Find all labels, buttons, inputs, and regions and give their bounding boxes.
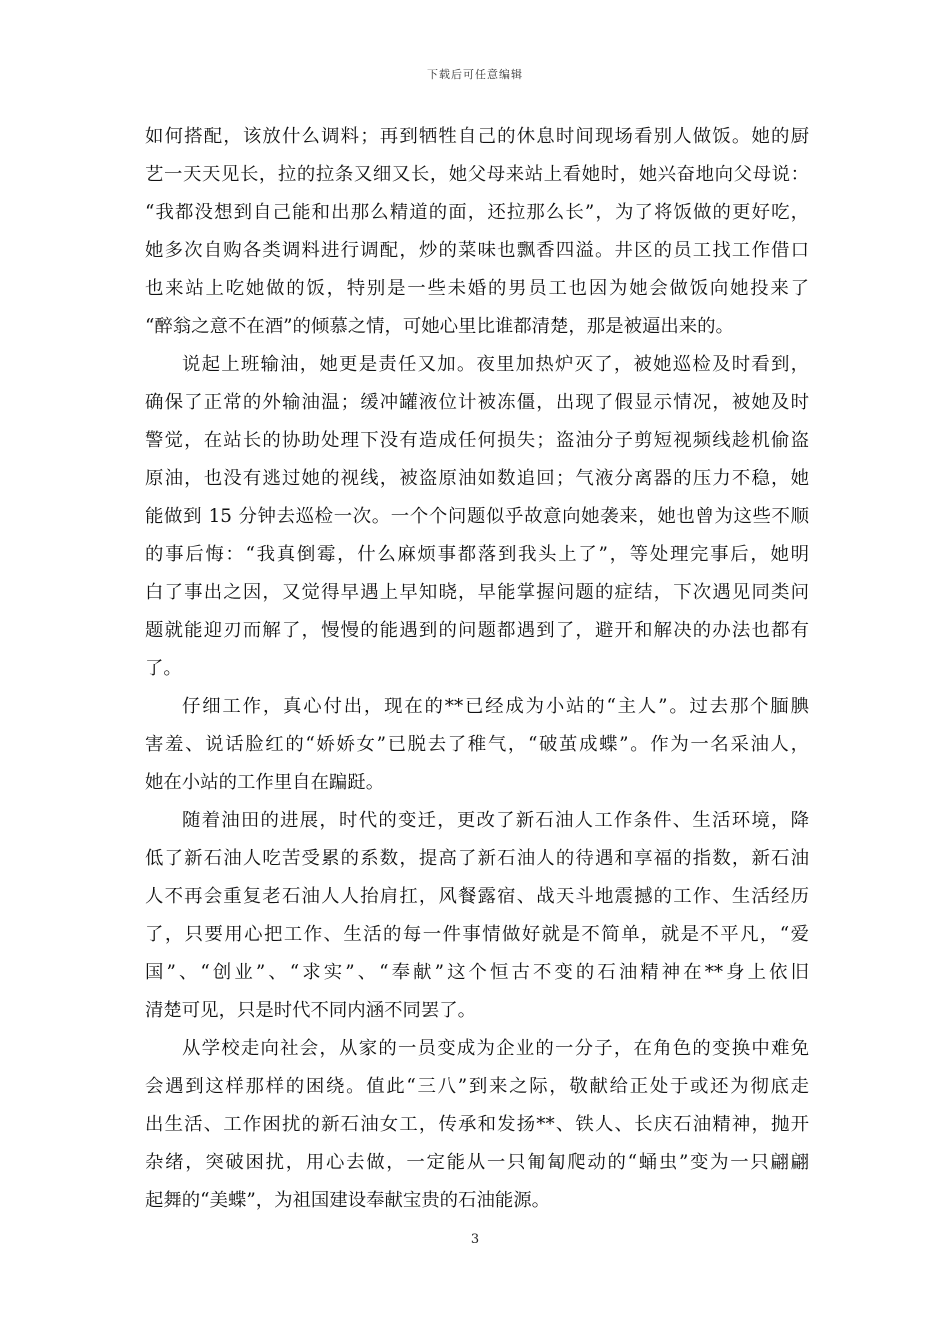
text-line: 害羞、说话脸红的“娇娇女”已脱去了稚气，“破茧成蝶”。作为一名采油人， <box>145 734 809 755</box>
document-body <box>145 118 809 1220</box>
text-line: “我都没想到自己能和出那么精道的面，还拉那么长”，为了将饭做的更好吃， <box>145 202 809 223</box>
text-line: 她在小站的工作里自在蹁跹。 <box>145 772 385 793</box>
text-line: 随着油田的进展，时代的变迁，更改了新石油人工作条件、生活环境，降 <box>182 810 809 831</box>
text-line: 她多次自购各类调料进行调配，炒的菜味也飘香四溢。井区的员工找工作借口 <box>145 240 809 261</box>
paragraph <box>145 118 809 346</box>
text-line: 如何搭配，该放什么调料；再到牺牲自己的休息时间现场看别人做饭。她的厨 <box>145 126 809 147</box>
paragraph <box>145 688 809 802</box>
text-line: 原油，也没有逃过她的视线，被盗原油如数追回；气液分离器的压力不稳，她 <box>145 468 809 489</box>
text-line: 会遇到这样那样的困绕。值此“三八”到来之际，敬献给正处于或还为彻底走 <box>145 1076 809 1097</box>
text-line: 能做到 15 分钟去巡检一次。一个个问题似乎故意向她袭来，她也曾为这些不顺 <box>145 506 809 527</box>
text-line: 从学校走向社会，从家的一员变成为企业的一分子，在角色的变换中难免 <box>182 1038 809 1059</box>
paragraph <box>145 802 809 1030</box>
text-line: 了。 <box>145 658 182 679</box>
text-line: 起舞的“美蝶”，为祖国建设奉献宝贵的石油能源。 <box>145 1190 551 1211</box>
text-line: 杂绪，突破困扰，用心去做，一定能从一只匍匐爬动的“蛹虫”变为一只翩翩 <box>145 1152 809 1173</box>
text-line: 说起上班输油，她更是责任又加。夜里加热炉灭了，被她巡检及时看到， <box>182 354 809 375</box>
paragraph <box>145 1030 809 1220</box>
page-header: 下载后可任意编辑 <box>427 68 523 81</box>
text-line: 仔细工作，真心付出，现在的**已经成为小站的“主人”。过去那个腼腆 <box>182 696 809 717</box>
paragraph <box>145 346 809 688</box>
text-line: 题就能迎刃而解了，慢慢的能遇到的问题都遇到了，避开和解决的办法也都有 <box>145 620 809 641</box>
text-line: 确保了正常的外输油温；缓冲罐液位计被冻僵，出现了假显示情况，被她及时 <box>145 392 809 413</box>
text-line: “醉翁之意不在酒”的倾慕之情，可她心里比谁都清楚，那是被逼出来的。 <box>145 316 734 337</box>
text-line: 也来站上吃她做的饭，特别是一些未婚的男员工也因为她会做饭向她投来了 <box>145 278 809 299</box>
text-line: 了，只要用心把工作、生活的每一件事情做好就是不简单，就是不平凡，“爱 <box>145 924 809 945</box>
text-line: 清楚可见，只是时代不同内涵不同罢了。 <box>145 1000 477 1021</box>
text-line: 人不再会重复老石油人人抬肩扛，风餐露宿、战天斗地震撼的工作、生活经历 <box>145 886 809 907</box>
text-line: 出生活、工作困扰的新石油女工，传承和发扬**、铁人、长庆石油精神，抛开 <box>145 1114 809 1135</box>
text-line: 低了新石油人吃苦受累的系数，提高了新石油人的待遇和享福的指数，新石油 <box>145 848 809 869</box>
text-line: 的事后悔：“我真倒霉，什么麻烦事都落到我头上了”，等处理完事后，她明 <box>145 544 809 565</box>
text-line: 警觉，在站长的协助处理下没有造成任何损失；盗油分子剪短视频线趁机偷盗 <box>145 430 809 451</box>
text-line: 白了事出之因，又觉得早遇上早知晓，早能掌握问题的症结，下次遇见同类问 <box>145 582 809 603</box>
page-number: 3 <box>470 1232 480 1247</box>
text-line: 国”、“创业”、“求实”、“奉献”这个恒古不变的石油精神在**身上依旧 <box>145 962 809 983</box>
text-line: 艺一天天见长，拉的拉条又细又长，她父母来站上看她时，她兴奋地向父母说： <box>145 164 809 185</box>
